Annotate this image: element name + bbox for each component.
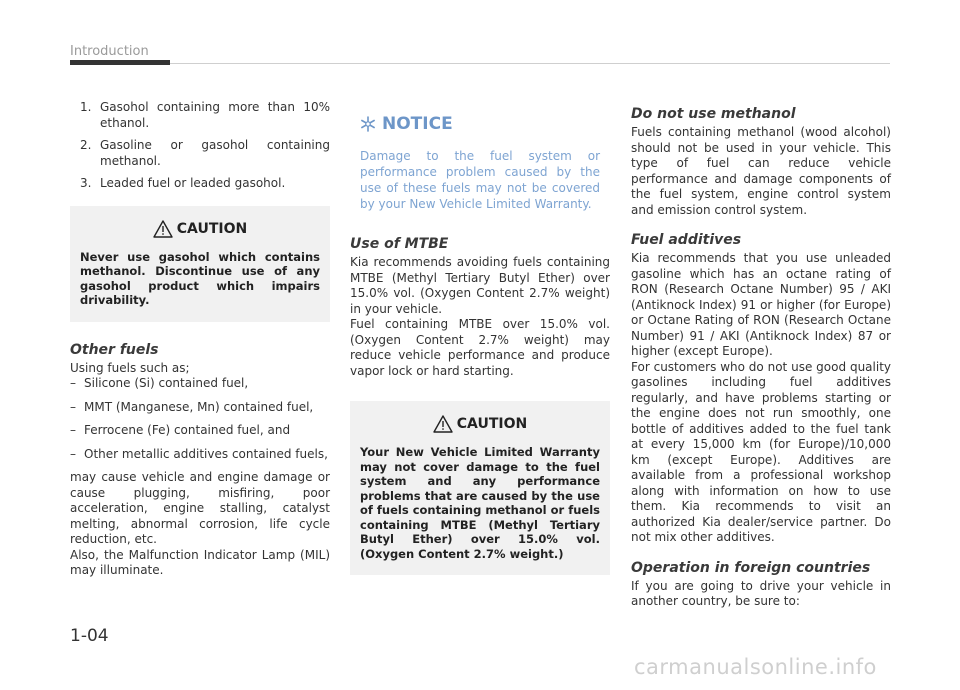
heading-fuel-additives: Fuel additives (631, 232, 742, 248)
section-title: Introduction (70, 44, 149, 59)
column-2 (350, 100, 610, 575)
column-1 (70, 100, 330, 579)
heading-other-fuels: Other fuels (70, 341, 159, 358)
caution-text: Your New Vehicle Limited Warranty may not cover damage to the fuel system and any performance problems that are caused by the use of fuels containing methanol or fuels containing MTBE (Methyl Tertiary Butyl Ether) over 15.0% vol. (Oxygen Content 2.7% weight.) (360, 445, 600, 561)
other-fuels-text: may cause vehicle and engine damage or cause plugging, misfiring, poor acceleration, engine stalling, catalyst melting, abnormal corrosion, life cycle reduction, etc. Also, the Malfunction Indicator Lamp (MIL) may illuminate. (70, 470, 330, 577)
fuel-list (70, 376, 330, 462)
list-item: – Ferrocene (Fe) contained fuel, and (70, 423, 291, 437)
header-rule (70, 63, 890, 64)
list-item: 3. Leaded fuel or leaded gasohol. (80, 176, 286, 190)
notice-icon (360, 116, 376, 132)
numbered-list (70, 100, 330, 192)
notice-block (350, 114, 610, 212)
foreign-countries-text: If you are going to drive your vehicle in another country, be sure to: (631, 578, 891, 608)
column-3 (631, 106, 891, 610)
watermark: carmanualsonline.info (634, 655, 877, 679)
caution-title: CAUTION (360, 415, 600, 433)
list-item: – MMT (Manganese, Mn) contained fuel, (70, 399, 314, 414)
notice-title: NOTICE (360, 114, 610, 134)
caution-box (350, 401, 610, 575)
caution-title: CAUTION (80, 220, 320, 238)
warning-icon (153, 220, 173, 238)
other-fuels-intro: Using fuels such as; (70, 360, 190, 375)
page-number: 1-04 (70, 626, 109, 646)
header-bar (70, 60, 170, 65)
warning-icon (433, 415, 453, 433)
caution-text: Never use gasohol which contains methanol. Discontinue use of any gasohol product which impairs drivability. (80, 249, 320, 307)
methanol-text: Fuels containing methanol (wood alcohol) should not be used in your vehicle. This type of fuel can reduce vehicle performance and damage components of the fuel system, engine control system and emission control system. (631, 125, 891, 217)
list-item: – Other metallic additives contained fuels, (70, 446, 328, 461)
heading-foreign-countries: Operation in foreign countries (631, 559, 871, 576)
list-item: 2. Gasoline or gasohol containing methanol. (80, 138, 330, 168)
heading-methanol: Do not use methanol (631, 106, 796, 122)
heading-mtbe: Use of MTBE (350, 236, 449, 252)
mtbe-text: Kia recommends avoiding fuels containing MTBE (Methyl Tertiary Butyl Ether) over 15.0% vol. (Oxygen Content 2.7% weight) in your vehicle. Fuel containing MTBE over 15.0% vol. (Oxygen Content 2.7% weight) may reduce vehicle performance and produce vapor lock or hard starting. (350, 255, 610, 378)
fuel-additives-text: Kia recommends that you use unleaded gasoline which has an octane rating of RON (Research Octane Number) 95 / AKI (Antiknock Index) 91 or higher (for Europe) or Octane Rating of RON (Research Octane Number) 91 / AKI (Antiknock Index) 87 or higher (except Europe). For customers who do not use good quality gasolines including fuel additives regularly, and have problems starting or the engine does not run smoothly, one bottle of additives added to the fuel tank at every 15,000 km (for Europe)/10,000 km (except Europe). Additives are available from a professional workshop along with information on how to use them. Kia recommends to visit an authorized Kia dealer/service partner. Do not mix other additives. (631, 251, 891, 544)
list-item: – Silicone (Si) contained fuel, (70, 376, 249, 390)
notice-text: Damage to the fuel system or performance problem caused by the use of these fuels may not be covered by your New Vehicle Limited Warranty. (360, 149, 600, 211)
caution-box (70, 206, 330, 322)
list-item: 1. Gasohol containing more than 10% ethanol. (80, 100, 330, 130)
